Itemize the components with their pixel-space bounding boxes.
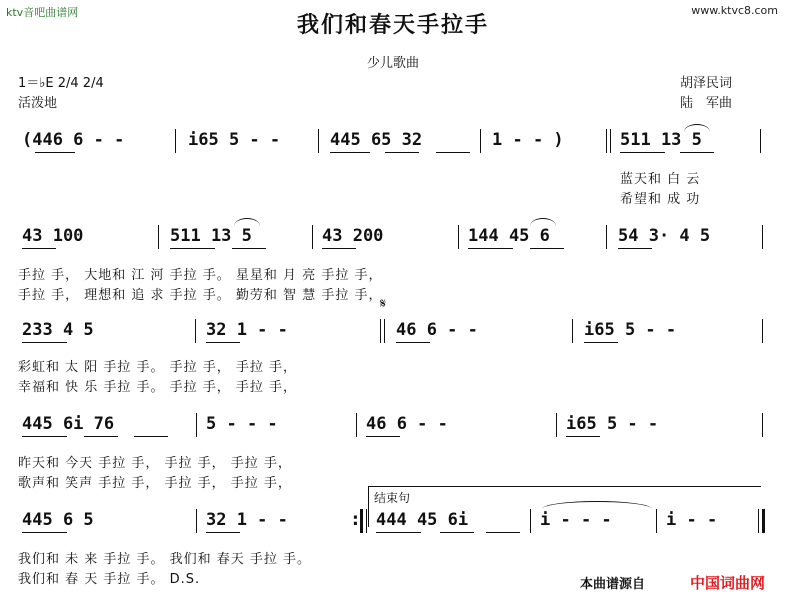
barline <box>318 129 319 153</box>
song-title: 我们和春天手拉手 <box>296 13 489 38</box>
measure: 32 1 - - <box>206 320 288 340</box>
final-barline <box>762 509 765 533</box>
measure: 444 45 6i <box>376 510 469 530</box>
beam <box>396 342 430 343</box>
beam <box>170 248 215 249</box>
beam <box>584 342 618 343</box>
barline <box>356 413 357 437</box>
barline <box>762 225 763 249</box>
watermark-left: ktv音吧曲谱网 <box>6 6 79 19</box>
lyric-line: 幸福和 快 乐 手拉 手。 手拉 手， 手拉 手， <box>18 380 298 395</box>
barline <box>380 319 381 343</box>
barline <box>656 509 657 533</box>
measure: 233 4 5 <box>22 320 94 340</box>
beam <box>436 152 470 153</box>
beam <box>486 532 520 533</box>
beam <box>376 532 421 533</box>
repeat-dots: : <box>352 510 359 530</box>
beam <box>22 532 67 533</box>
lyric-line: 歌声和 笑声 手拉 手， 手拉 手， 手拉 手， <box>18 476 292 491</box>
measure: 445 6i 76 <box>22 414 115 434</box>
measure: 43 100 <box>22 226 84 246</box>
beam <box>232 248 266 249</box>
beam <box>366 436 400 437</box>
barline <box>606 225 607 249</box>
measure: 32 1 - - <box>206 510 288 530</box>
beam <box>22 248 56 249</box>
barline <box>762 413 763 437</box>
barline <box>384 319 385 343</box>
beam <box>330 152 370 153</box>
lyric-line: 希望和 成 功 <box>620 192 701 207</box>
watermark-right: www.ktvc8.com <box>691 4 778 17</box>
measure: 511 13 5 <box>620 130 702 150</box>
beam <box>22 342 67 343</box>
measure: 445 6 5 <box>22 510 94 530</box>
measure: (446 6 - - <box>22 130 125 150</box>
beam <box>440 532 474 533</box>
barline <box>195 319 196 343</box>
barline <box>366 509 367 533</box>
song-subtitle: 少儿歌曲 <box>366 56 419 71</box>
barline <box>758 509 759 533</box>
beam <box>620 152 665 153</box>
barline <box>530 509 531 533</box>
barline <box>610 129 611 153</box>
measure: 5 - - - <box>206 414 278 434</box>
barline <box>196 413 197 437</box>
barline <box>762 319 763 343</box>
lyric-line: 我们和 未 来 手拉 手。 我们和 春天 手拉 手。 <box>18 552 312 567</box>
barline <box>480 129 481 153</box>
beam <box>530 248 564 249</box>
composer-credit: 陆 军曲 <box>680 96 733 111</box>
beam <box>206 532 240 533</box>
beam <box>322 248 356 249</box>
source-label: 本曲谱源自 <box>580 577 646 592</box>
source-site-link[interactable]: 中国词曲网 <box>690 574 766 592</box>
barline <box>312 225 313 249</box>
measure: 54 3· 4 5 <box>618 226 711 246</box>
tempo-marking: 活泼地 <box>18 96 58 111</box>
lyric-line: 蓝天和 白 云 <box>620 172 701 187</box>
barline <box>175 129 176 153</box>
measure: 46 6 - - <box>396 320 478 340</box>
measure: 511 13 5 <box>170 226 252 246</box>
lyricist-credit: 胡泽民词 <box>680 76 733 91</box>
beam <box>468 248 513 249</box>
lyric-line: 昨天和 今天 手拉 手， 手拉 手， 手拉 手， <box>18 456 292 471</box>
beam <box>134 436 168 437</box>
barline <box>572 319 573 343</box>
beam <box>680 152 714 153</box>
measure: 144 45 6 <box>468 226 550 246</box>
lyric-line: 我们和 春 天 手拉 手。 D.S. <box>18 572 201 587</box>
barline <box>158 225 159 249</box>
barline <box>556 413 557 437</box>
measure: 43 200 <box>322 226 384 246</box>
measure: i65 5 - - <box>188 130 281 150</box>
slur <box>530 218 556 226</box>
measure: i - - - <box>540 510 612 530</box>
beam <box>35 152 75 153</box>
ending-label: 结束句 <box>374 491 411 505</box>
segno-sign: 𝄋 <box>380 296 387 312</box>
beam <box>206 342 240 343</box>
beam <box>22 436 67 437</box>
beam <box>385 152 419 153</box>
lyric-line: 手拉 手， 大地和 江 河 手拉 手。 星星和 月 亮 手拉 手， <box>18 268 383 283</box>
measure: i65 5 - - <box>584 320 677 340</box>
measure: 445 65 32 <box>330 130 423 150</box>
key-signature: 1＝♭E 2/4 2/4 <box>18 76 104 91</box>
slur <box>234 218 260 226</box>
barline <box>606 129 607 153</box>
barline <box>458 225 459 249</box>
lyric-line: 彩虹和 太 阳 手拉 手。 手拉 手， 手拉 手， <box>18 360 298 375</box>
lyric-line: 手拉 手， 理想和 追 求 手拉 手。 勤劳和 智 慧 手拉 手， <box>18 288 383 303</box>
measure: 1 - - ) <box>492 130 564 150</box>
repeat-barline <box>360 509 363 533</box>
beam <box>566 436 600 437</box>
measure: i - - <box>666 510 718 530</box>
slur <box>684 124 710 132</box>
barline <box>196 509 197 533</box>
barline <box>760 129 761 153</box>
beam <box>618 248 652 249</box>
measure: 46 6 - - <box>366 414 448 434</box>
measure: i65 5 - - <box>566 414 659 434</box>
beam <box>84 436 118 437</box>
